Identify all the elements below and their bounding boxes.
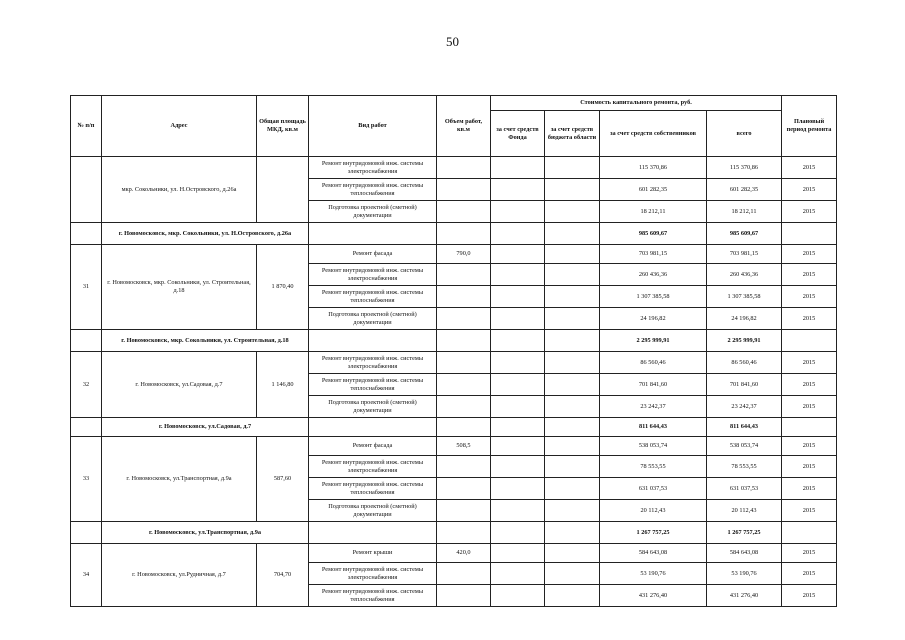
cell-work: Ремонт фасада	[309, 437, 437, 456]
subtotal-total: 985 609,67	[707, 223, 782, 245]
cell-budget	[545, 223, 600, 245]
cell-total: 584 643,08	[707, 544, 782, 563]
cell-work: Ремонт внутридомовой инж. системы теплоснабжения	[309, 286, 437, 308]
cell-fund	[491, 374, 545, 396]
cell-area	[257, 157, 309, 223]
subtotal-total: 1 267 757,25	[707, 522, 782, 544]
cell-fund	[491, 396, 545, 418]
cell-budget	[545, 544, 600, 563]
cell-work: Ремонт внутридомовой инж. системы теплоснабжения	[309, 478, 437, 500]
cell-fund	[491, 201, 545, 223]
header-row-1	[71, 96, 837, 111]
cell-total: 86 560,46	[707, 352, 782, 374]
cell-work: Подготовка проектной (сметной) документации	[309, 308, 437, 330]
cell-address: г. Новомосковск, ул.Транспортная, д.9а	[102, 437, 257, 522]
cell-period: 2015	[782, 500, 837, 522]
cell-period: 2015	[782, 352, 837, 374]
cell-volume	[437, 500, 491, 522]
cell-work: Подготовка проектной (сметной) документации	[309, 201, 437, 223]
subtotal-row	[71, 330, 837, 352]
cell-num	[71, 330, 102, 352]
cell-period: 2015	[782, 179, 837, 201]
cell-total: 23 242,37	[707, 396, 782, 418]
cell-total: 18 212,11	[707, 201, 782, 223]
cell-num	[71, 522, 102, 544]
cell-budget	[545, 201, 600, 223]
cell-volume	[437, 563, 491, 585]
subtotal-label: г. Новомосковск, ул.Садовая, д.7	[102, 418, 309, 437]
subtotal-owners: 2 295 999,91	[600, 330, 707, 352]
cell-budget	[545, 500, 600, 522]
cell-owners: 538 053,74	[600, 437, 707, 456]
cell-num: 31	[71, 245, 102, 330]
cell-owners: 18 212,11	[600, 201, 707, 223]
cell-fund	[491, 330, 545, 352]
cell-budget	[545, 418, 600, 437]
cell-owners: 1 307 385,58	[600, 286, 707, 308]
subtotal-label: г. Новомосковск, мкр. Сокольники, ул. Строительная, д.18	[102, 330, 309, 352]
cell-owners: 86 560,46	[600, 352, 707, 374]
cell-fund	[491, 500, 545, 522]
cell-fund	[491, 478, 545, 500]
header-num: № п/п	[71, 96, 102, 157]
cell-fund	[491, 352, 545, 374]
cell-budget	[545, 437, 600, 456]
cell-area: 587,60	[257, 437, 309, 522]
capital-repair-table	[70, 95, 837, 607]
cell-owners: 53 190,76	[600, 563, 707, 585]
cell-fund	[491, 264, 545, 286]
subtotal-owners: 1 267 757,25	[600, 522, 707, 544]
cell-total: 53 190,76	[707, 563, 782, 585]
cell-volume	[437, 308, 491, 330]
cell-volume: 508,5	[437, 437, 491, 456]
cell-work: Ремонт внутридомовой инж. системы электроснабжения	[309, 563, 437, 585]
cell-budget	[545, 352, 600, 374]
cell-work	[309, 418, 437, 437]
table-row	[71, 437, 837, 456]
subtotal-total: 2 295 999,91	[707, 330, 782, 352]
header-total: всего	[707, 111, 782, 157]
cell-owners: 631 037,53	[600, 478, 707, 500]
subtotal-label: г. Новомосковск, мкр. Сокольники, ул. Н.Островского, д.26а	[102, 223, 309, 245]
cell-period: 2015	[782, 286, 837, 308]
cell-fund	[491, 585, 545, 607]
cell-volume: 420,0	[437, 544, 491, 563]
header-fund: за счет средств Фонда	[491, 111, 545, 157]
cell-fund	[491, 179, 545, 201]
cell-budget	[545, 308, 600, 330]
header-work-type: Вид работ	[309, 96, 437, 157]
cell-owners: 23 242,37	[600, 396, 707, 418]
cell-period: 2015	[782, 245, 837, 264]
cell-budget	[545, 563, 600, 585]
subtotal-row	[71, 418, 837, 437]
cell-volume	[437, 201, 491, 223]
cell-total: 260 436,36	[707, 264, 782, 286]
cell-total: 20 112,43	[707, 500, 782, 522]
cell-work	[309, 522, 437, 544]
cell-owners: 701 841,60	[600, 374, 707, 396]
cell-fund	[491, 544, 545, 563]
cell-volume	[437, 286, 491, 308]
header-budget: за счет средств бюджета области	[545, 111, 600, 157]
cell-volume	[437, 522, 491, 544]
cell-num: 33	[71, 437, 102, 522]
cell-volume	[437, 396, 491, 418]
cell-address: г. Новомосковск, ул.Рудничная, д.7	[102, 544, 257, 607]
cell-address: мкр. Сокольники, ул. Н.Островского, д.26а	[102, 157, 257, 223]
cell-owners: 24 196,82	[600, 308, 707, 330]
cell-total: 538 053,74	[707, 437, 782, 456]
cell-period	[782, 223, 837, 245]
cell-work: Ремонт внутридомовой инж. системы теплоснабжения	[309, 374, 437, 396]
cell-volume	[437, 418, 491, 437]
subtotal-total: 811 644,43	[707, 418, 782, 437]
cell-owners: 260 436,36	[600, 264, 707, 286]
cell-address: г. Новомосковск, мкр. Сокольники, ул. Строительная, д.18	[102, 245, 257, 330]
cell-total: 701 841,60	[707, 374, 782, 396]
cell-budget	[545, 396, 600, 418]
cell-address: г. Новомосковск, ул.Садовая, д.7	[102, 352, 257, 418]
cell-budget	[545, 264, 600, 286]
cell-work: Ремонт внутридомовой инж. системы теплоснабжения	[309, 585, 437, 607]
subtotal-owners: 811 644,43	[600, 418, 707, 437]
subtotal-owners: 985 609,67	[600, 223, 707, 245]
cell-budget	[545, 374, 600, 396]
cell-volume	[437, 179, 491, 201]
cell-area: 704,70	[257, 544, 309, 607]
cell-fund	[491, 223, 545, 245]
cell-budget	[545, 157, 600, 179]
cell-fund	[491, 418, 545, 437]
cell-total: 115 370,86	[707, 157, 782, 179]
cell-work: Ремонт крыши	[309, 544, 437, 563]
cell-total: 431 276,40	[707, 585, 782, 607]
header-address: Адрес	[102, 96, 257, 157]
cell-fund	[491, 157, 545, 179]
cell-owners: 601 282,35	[600, 179, 707, 201]
cell-volume	[437, 330, 491, 352]
cell-total: 78 553,55	[707, 456, 782, 478]
table-row	[71, 352, 837, 374]
cell-owners: 584 643,08	[600, 544, 707, 563]
cell-volume	[437, 157, 491, 179]
cell-budget	[545, 330, 600, 352]
cell-fund	[491, 308, 545, 330]
page-number: 50	[446, 34, 459, 49]
cell-work: Ремонт внутридомовой инж. системы теплоснабжения	[309, 179, 437, 201]
cell-owners: 20 112,43	[600, 500, 707, 522]
cell-volume	[437, 374, 491, 396]
cell-volume	[437, 585, 491, 607]
cell-fund	[491, 437, 545, 456]
header-cost-group: Стоимость капитального ремонта, руб.	[491, 96, 782, 111]
cell-volume	[437, 352, 491, 374]
cell-area: 1 870,40	[257, 245, 309, 330]
cell-period	[782, 330, 837, 352]
header-volume: Объем работ, кв.м	[437, 96, 491, 157]
table-row	[71, 544, 837, 563]
cell-owners: 115 370,86	[600, 157, 707, 179]
cell-budget	[545, 179, 600, 201]
cell-fund	[491, 563, 545, 585]
table-row	[71, 157, 837, 179]
cell-total: 601 282,35	[707, 179, 782, 201]
cell-budget	[545, 245, 600, 264]
cell-work: Ремонт внутридомовой инж. системы электроснабжения	[309, 352, 437, 374]
cell-owners: 431 276,40	[600, 585, 707, 607]
cell-fund	[491, 522, 545, 544]
subtotal-label: г. Новомосковск, ул.Транспортная, д.9а	[102, 522, 309, 544]
cell-budget	[545, 456, 600, 478]
cell-period: 2015	[782, 437, 837, 456]
cell-period: 2015	[782, 544, 837, 563]
cell-period: 2015	[782, 264, 837, 286]
cell-total: 631 037,53	[707, 478, 782, 500]
cell-budget	[545, 522, 600, 544]
cell-period: 2015	[782, 478, 837, 500]
cell-owners: 78 553,55	[600, 456, 707, 478]
cell-num: 34	[71, 544, 102, 607]
cell-owners: 703 981,15	[600, 245, 707, 264]
cell-area: 1 146,80	[257, 352, 309, 418]
cell-period: 2015	[782, 374, 837, 396]
cell-period: 2015	[782, 563, 837, 585]
cell-fund	[491, 456, 545, 478]
cell-num	[71, 223, 102, 245]
header-owners: за счет средств собственников	[600, 111, 707, 157]
cell-work: Ремонт фасада	[309, 245, 437, 264]
cell-period: 2015	[782, 396, 837, 418]
cell-work: Ремонт внутридомовой инж. системы электроснабжения	[309, 456, 437, 478]
cell-volume	[437, 223, 491, 245]
cell-work: Подготовка проектной (сметной) документации	[309, 500, 437, 522]
cell-fund	[491, 245, 545, 264]
cell-num: 32	[71, 352, 102, 418]
cell-total: 703 981,15	[707, 245, 782, 264]
cell-volume	[437, 478, 491, 500]
table-row	[71, 245, 837, 264]
cell-work: Ремонт внутридомовой инж. системы электроснабжения	[309, 264, 437, 286]
cell-period	[782, 522, 837, 544]
cell-work	[309, 330, 437, 352]
cell-period	[782, 418, 837, 437]
cell-num	[71, 418, 102, 437]
cell-work	[309, 223, 437, 245]
cell-num	[71, 157, 102, 223]
cell-budget	[545, 286, 600, 308]
header-area: Общая площадь МКД, кв.м	[257, 96, 309, 157]
cell-volume	[437, 456, 491, 478]
subtotal-row	[71, 223, 837, 245]
cell-volume: 790,0	[437, 245, 491, 264]
cell-total: 1 307 385,58	[707, 286, 782, 308]
cell-total: 24 196,82	[707, 308, 782, 330]
cell-budget	[545, 585, 600, 607]
header-period: Плановый период ремонта	[782, 96, 837, 157]
cell-fund	[491, 286, 545, 308]
cell-period: 2015	[782, 201, 837, 223]
subtotal-row	[71, 522, 837, 544]
cell-period: 2015	[782, 456, 837, 478]
cell-work: Подготовка проектной (сметной) документации	[309, 396, 437, 418]
cell-period: 2015	[782, 585, 837, 607]
cell-period: 2015	[782, 157, 837, 179]
cell-budget	[545, 478, 600, 500]
cell-volume	[437, 264, 491, 286]
cell-work: Ремонт внутридомовой инж. системы электроснабжения	[309, 157, 437, 179]
cell-period: 2015	[782, 308, 837, 330]
